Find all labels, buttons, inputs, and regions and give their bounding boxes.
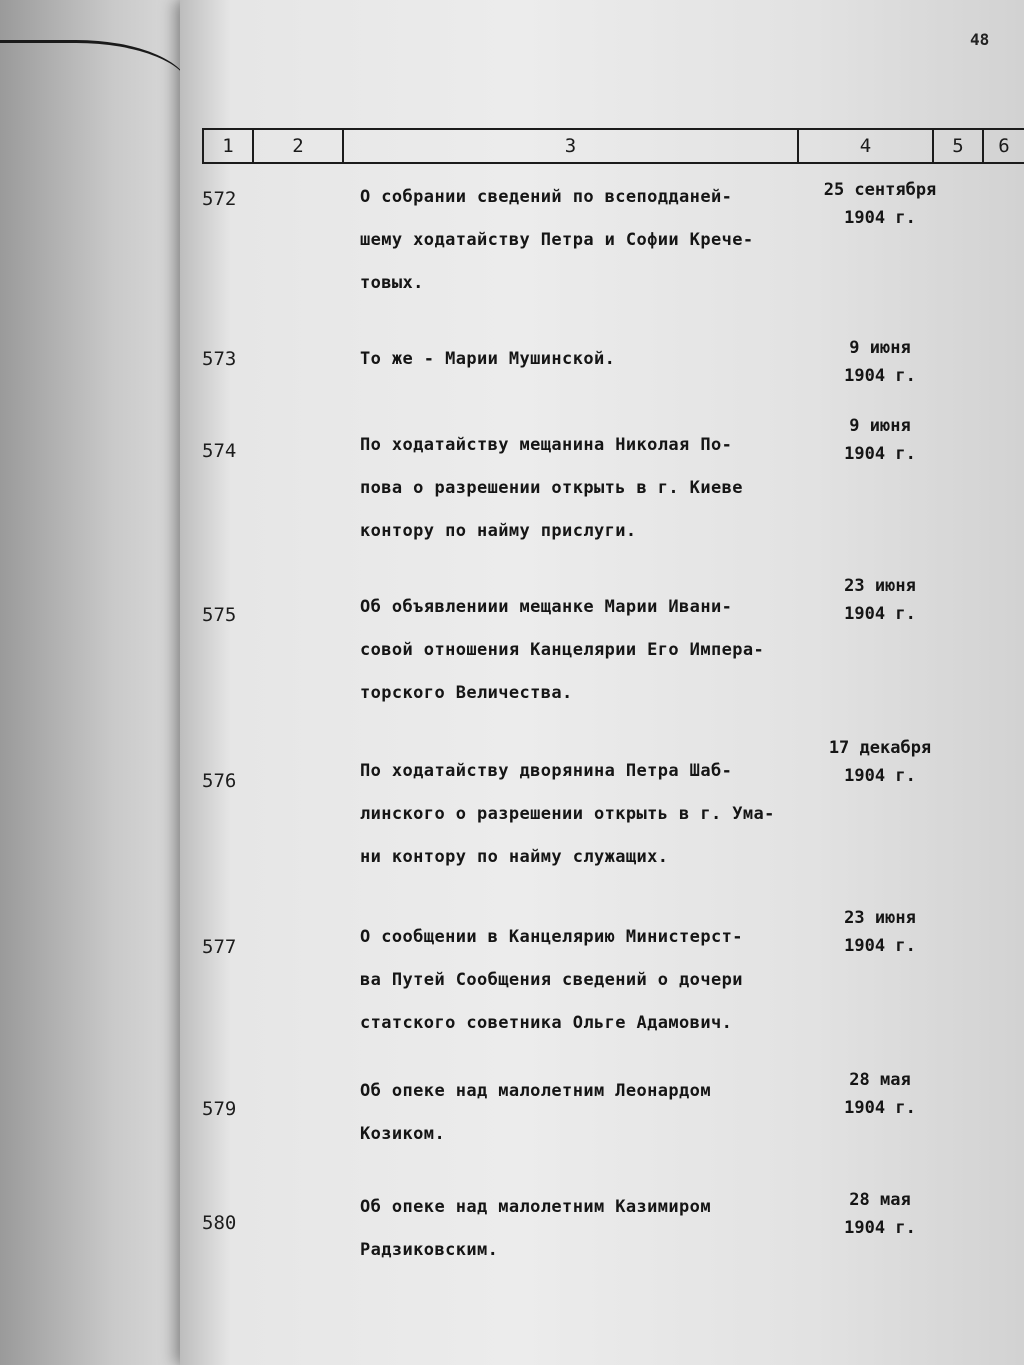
entry-number: 575 bbox=[202, 604, 237, 626]
entry-description: По ходатайству мещанина Николая По- пова о разрешении открыть в г. Киеве контору по найму прислуги. bbox=[360, 435, 743, 541]
entry-description: Об опеке над малолетним Казимиром Радзиковским. bbox=[360, 1197, 711, 1260]
entry-number: 579 bbox=[202, 1098, 237, 1120]
header-col-5: 5 bbox=[932, 130, 982, 162]
header-col-6: 6 bbox=[982, 130, 1024, 162]
entry-date: 25 сентября 1904 г. bbox=[823, 180, 937, 228]
previous-page-edge bbox=[0, 0, 205, 1365]
header-col-3: 3 bbox=[342, 130, 797, 162]
entry-date: 28 мая 1904 г. bbox=[844, 1190, 916, 1238]
entry-description: То же - Марии Мушинской. bbox=[360, 349, 616, 369]
entry-number: 572 bbox=[202, 188, 237, 210]
entry-description: О сообщении в Канцелярию Министерст- ва Путей Сообщения сведений о дочери статского советника Ольге Адамович. bbox=[360, 927, 743, 1033]
entry-date: 23 июня 1904 г. bbox=[844, 908, 916, 956]
document-page bbox=[180, 0, 1024, 1365]
table-header-row bbox=[202, 128, 1024, 164]
binding-curve bbox=[0, 40, 190, 123]
entry-number: 576 bbox=[202, 770, 237, 792]
entry-number: 580 bbox=[202, 1212, 237, 1234]
entry-description: О собрании сведений по всеподданей- шему ходатайству Петра и Софии Кречe- товых. bbox=[360, 187, 754, 293]
header-col-2: 2 bbox=[252, 130, 342, 162]
entry-date: 9 июня 1904 г. bbox=[844, 338, 916, 386]
entry-description: Об опеке над малолетним Леонардом Козиком. bbox=[360, 1081, 711, 1144]
header-col-1: 1 bbox=[202, 130, 252, 162]
header-col-4: 4 bbox=[797, 130, 932, 162]
entry-number: 577 bbox=[202, 936, 237, 958]
entry-date: 17 декабря 1904 г. bbox=[828, 738, 932, 786]
page-number: 48 bbox=[970, 30, 990, 49]
entry-number: 573 bbox=[202, 348, 237, 370]
entry-description: По ходатайству дворянина Петра Шаб- линского о разрешении открыть в г. Ума- ни контору по найму служащих. bbox=[360, 761, 775, 867]
entry-date: 23 июня 1904 г. bbox=[844, 576, 916, 624]
entry-description: Об объявлениии мещанке Марии Ивани- совой отношения Канцелярии Его Импера- торского Величества. bbox=[360, 597, 765, 703]
entry-date: 28 мая 1904 г. bbox=[844, 1070, 916, 1118]
entry-number: 574 bbox=[202, 440, 237, 462]
entry-date: 9 июня 1904 г. bbox=[844, 416, 916, 464]
